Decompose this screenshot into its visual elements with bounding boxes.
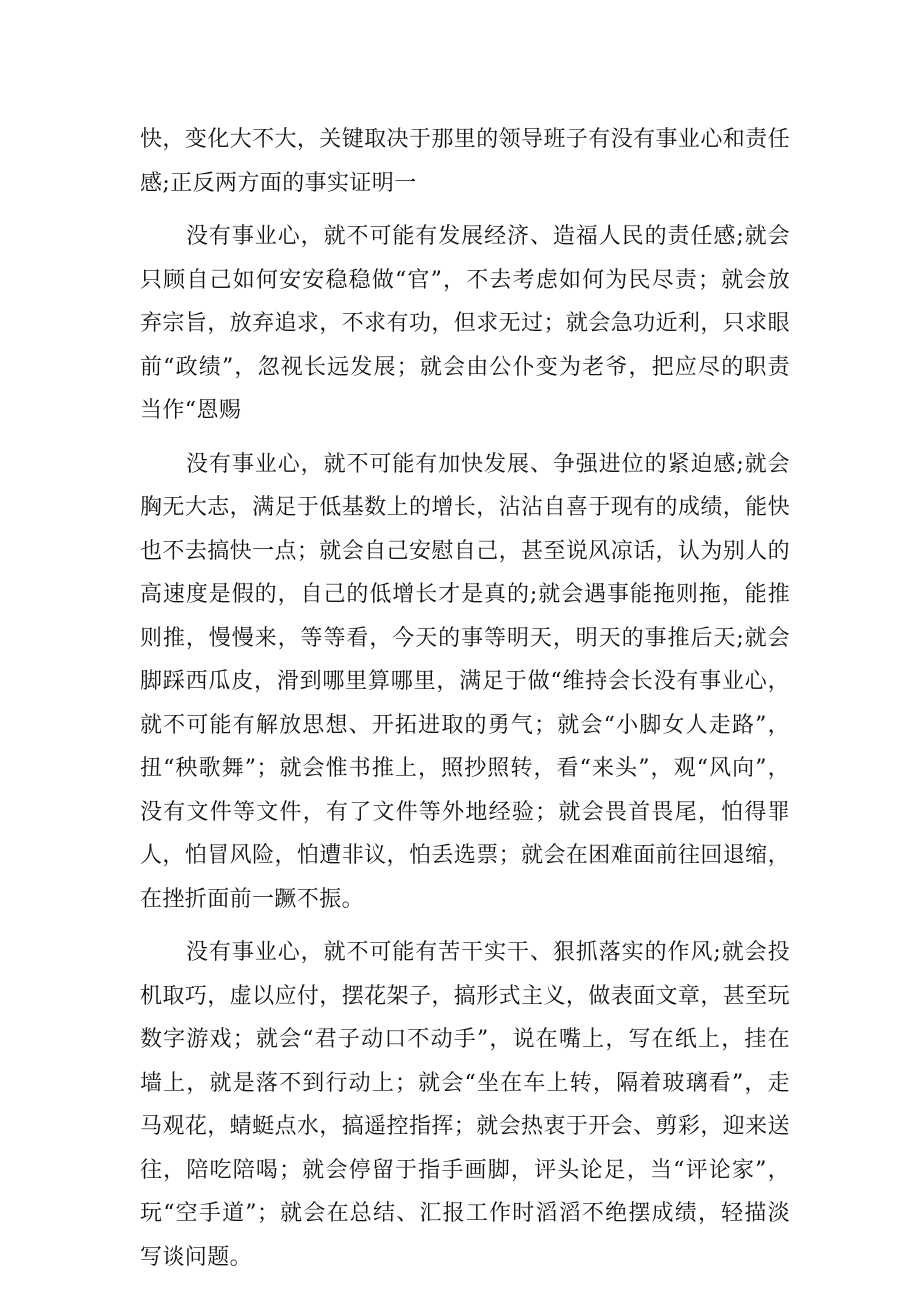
paragraph-3: 没有事业心，就不可能有加快发展、争强进位的紧迫感;就会胸无大志，满足于低基数上的增长，沾沾自喜于现有的成绩，能快也不去搞快一点；就会自己安慰自己，甚至说风凉话，认为别人的高速度是假的，自己的低增长才是真的;就会遇事能拖则拖，能推则推，慢慢来，等等看，今天的事等明天，明天的事推后天;就会脚踩西瓜皮，滑到哪里算哪里，满足于做“维持会长没有事业心，就不可能有解放思想、开拓进取的勇气；就会“小脚女人走路”，扭“秧歌舞”；就会惟书推上，照抄照转，看“来头”，观“风向”，没有文件等文件，有了文件等外地经验；就会畏首畏尾，怕得罪人，怕冒风险，怕遭非议，怕丢选票；就会在困难面前往回退缩，在挫折面前一蹶不振。 bbox=[140, 451, 790, 912]
paragraph-2: 没有事业心，就不可能有发展经济、造福人民的责任感;就会只顾自己如何安安稳稳做“官”，不去考虑如何为民尽责；就会放弃宗旨，放弃追求，不求有功，但求无过；就会急功近利，只求眼前“政绩”，忽视长远发展；就会由公仆变为老爷，把应尽的职责当作“恩赐 bbox=[140, 224, 790, 423]
document-body bbox=[140, 118, 790, 1289]
paragraph-4: 没有事业心，就不可能有苦干实干、狠抓落实的作风;就会投机取巧，虚以应付，摆花架子，搞形式主义，做表面文章，甚至玩数字游戏；就会“君子动口不动手”，说在嘴上，写在纸上，挂在墙上，就是落不到行动上；就会“坐在车上转，隔着玻璃看”，走马观花，蜻蜓点水，搞遥控指挥；就会热衷于开会、剪彩，迎来送往，陪吃陪喝；就会停留于指手画脚，评头论足，当“评论家”，玩“空手道”；就会在总结、汇报工作时滔滔不绝摆成绩，轻描淡写谈问题。 bbox=[140, 940, 790, 1270]
paragraph-1: 快，变化大不大，关键取决于那里的领导班子有没有事业心和责任感;正反两方面的事实证明一 bbox=[140, 127, 790, 196]
